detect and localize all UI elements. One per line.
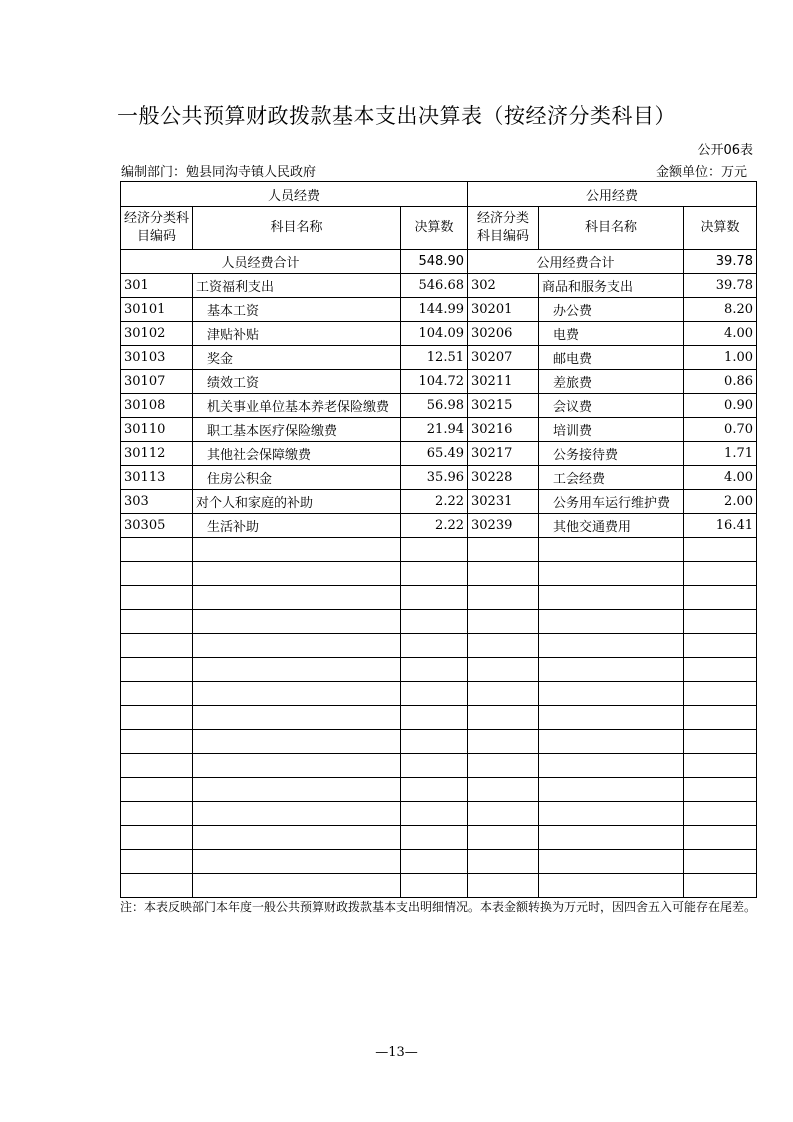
personnel-total-amount: 548.90 — [401, 250, 468, 274]
empty-cell — [193, 754, 401, 778]
personnel-name-cell: 对个人和家庭的补助 — [193, 490, 401, 514]
public-amount-cell: 39.78 — [684, 274, 757, 298]
personnel-amount-cell: 144.99 — [401, 298, 468, 322]
empty-cell — [539, 802, 684, 826]
table-row — [121, 490, 757, 514]
personnel-amount-cell: 56.98 — [401, 394, 468, 418]
empty-cell — [193, 586, 401, 610]
public-amount-cell: 0.70 — [684, 418, 757, 442]
table-row — [121, 274, 757, 298]
empty-cell — [468, 802, 539, 826]
personnel-name-cell: 机关事业单位基本养老保险缴费 — [193, 394, 401, 418]
public-code-cell: 30216 — [468, 418, 539, 442]
public-amount-cell: 4.00 — [684, 466, 757, 490]
empty-cell — [684, 730, 757, 754]
empty-cell — [684, 658, 757, 682]
personnel-header: 人员经费 — [121, 182, 468, 207]
public-code-cell: 30215 — [468, 394, 539, 418]
personnel-amount-cell: 2.22 — [401, 490, 468, 514]
empty-cell — [193, 706, 401, 730]
page-number: —13— — [375, 1045, 418, 1060]
personnel-amount-cell: 104.72 — [401, 370, 468, 394]
public-amount-cell: 0.90 — [684, 394, 757, 418]
public-amount-cell: 2.00 — [684, 490, 757, 514]
empty-cell — [401, 610, 468, 634]
empty-cell — [193, 730, 401, 754]
empty-cell — [539, 730, 684, 754]
public-name-cell: 会议费 — [539, 394, 684, 418]
empty-row — [121, 538, 757, 562]
public-code-cell: 30217 — [468, 442, 539, 466]
public-name-cell: 邮电费 — [539, 346, 684, 370]
empty-cell — [684, 706, 757, 730]
personnel-name-cell: 津贴补贴 — [193, 322, 401, 346]
empty-cell — [539, 850, 684, 874]
empty-row — [121, 562, 757, 586]
amount-unit: 金额单位：万元 — [655, 165, 747, 180]
empty-cell — [539, 586, 684, 610]
public-name-cell: 其他交通费用 — [539, 514, 684, 538]
empty-cell — [193, 538, 401, 562]
table-row — [121, 466, 757, 490]
public-name-cell: 公务用车运行维护费 — [539, 490, 684, 514]
compiler-department: 编制部门：勉县同沟寺镇人民政府 — [121, 165, 317, 180]
empty-cell — [193, 778, 401, 802]
empty-cell — [401, 634, 468, 658]
personnel-code-cell: 30113 — [121, 466, 193, 490]
personnel-code-cell: 30305 — [121, 514, 193, 538]
empty-cell — [401, 874, 468, 898]
empty-row — [121, 586, 757, 610]
table-row — [121, 346, 757, 370]
public-code-cell: 30211 — [468, 370, 539, 394]
code-header: 经济分类科目编码 — [468, 207, 539, 250]
empty-cell — [193, 610, 401, 634]
empty-cell — [539, 754, 684, 778]
empty-cell — [121, 562, 193, 586]
personnel-name-cell: 住房公积金 — [193, 466, 401, 490]
empty-cell — [193, 874, 401, 898]
public-header: 公用经费 — [468, 182, 757, 207]
public-amount-cell: 1.00 — [684, 346, 757, 370]
personnel-amount-cell: 12.51 — [401, 346, 468, 370]
public-code-cell: 30231 — [468, 490, 539, 514]
empty-cell — [468, 682, 539, 706]
empty-cell — [401, 730, 468, 754]
public-name-cell: 电费 — [539, 322, 684, 346]
empty-cell — [193, 658, 401, 682]
public-name-cell: 工会经费 — [539, 466, 684, 490]
total-row — [121, 250, 757, 274]
empty-cell — [121, 826, 193, 850]
personnel-code-cell: 30102 — [121, 322, 193, 346]
empty-cell — [121, 802, 193, 826]
empty-cell — [121, 634, 193, 658]
public-amount-cell: 16.41 — [684, 514, 757, 538]
public-code-cell: 302 — [468, 274, 539, 298]
empty-cell — [539, 874, 684, 898]
empty-cell — [468, 610, 539, 634]
empty-cell — [121, 706, 193, 730]
empty-cell — [684, 586, 757, 610]
empty-cell — [121, 754, 193, 778]
name-header: 科目名称 — [193, 207, 401, 250]
empty-cell — [401, 826, 468, 850]
personnel-name-cell: 生活补助 — [193, 514, 401, 538]
empty-cell — [684, 634, 757, 658]
personnel-code-cell: 301 — [121, 274, 193, 298]
header-row-group — [121, 182, 757, 207]
empty-cell — [401, 802, 468, 826]
empty-cell — [193, 682, 401, 706]
empty-cell — [468, 778, 539, 802]
public-amount-cell: 1.71 — [684, 442, 757, 466]
table-row — [121, 418, 757, 442]
empty-cell — [121, 610, 193, 634]
public-amount-cell: 8.20 — [684, 298, 757, 322]
empty-cell — [121, 538, 193, 562]
empty-cell — [193, 826, 401, 850]
amount-header: 决算数 — [684, 207, 757, 250]
code-header: 经济分类科目编码 — [121, 207, 193, 250]
empty-row — [121, 778, 757, 802]
empty-cell — [401, 778, 468, 802]
table-row — [121, 514, 757, 538]
table-row — [121, 394, 757, 418]
personnel-amount-cell: 546.68 — [401, 274, 468, 298]
personnel-code-cell: 30108 — [121, 394, 193, 418]
empty-cell — [193, 850, 401, 874]
empty-cell — [684, 682, 757, 706]
empty-cell — [121, 874, 193, 898]
table-row — [121, 442, 757, 466]
personnel-name-cell: 奖金 — [193, 346, 401, 370]
empty-cell — [539, 706, 684, 730]
empty-cell — [121, 778, 193, 802]
empty-cell — [401, 850, 468, 874]
empty-row — [121, 874, 757, 898]
empty-cell — [539, 538, 684, 562]
public-name-cell: 办公费 — [539, 298, 684, 322]
empty-cell — [121, 682, 193, 706]
empty-cell — [401, 586, 468, 610]
empty-cell — [401, 658, 468, 682]
empty-cell — [684, 802, 757, 826]
form-number: 公开06表 — [697, 143, 753, 158]
personnel-code-cell: 30103 — [121, 346, 193, 370]
empty-cell — [401, 538, 468, 562]
personnel-name-cell: 基本工资 — [193, 298, 401, 322]
empty-cell — [684, 562, 757, 586]
public-code-cell: 30206 — [468, 322, 539, 346]
personnel-total-label: 人员经费合计 — [121, 250, 401, 274]
empty-cell — [468, 730, 539, 754]
empty-cell — [401, 706, 468, 730]
empty-cell — [468, 538, 539, 562]
personnel-amount-cell: 65.49 — [401, 442, 468, 466]
empty-cell — [539, 658, 684, 682]
personnel-code-cell: 303 — [121, 490, 193, 514]
personnel-amount-cell: 21.94 — [401, 418, 468, 442]
empty-cell — [468, 586, 539, 610]
public-total-amount: 39.78 — [684, 250, 757, 274]
empty-cell — [401, 682, 468, 706]
empty-row — [121, 634, 757, 658]
table-row — [121, 322, 757, 346]
empty-row — [121, 754, 757, 778]
personnel-name-cell: 工资福利支出 — [193, 274, 401, 298]
empty-row — [121, 850, 757, 874]
empty-cell — [468, 874, 539, 898]
public-amount-cell: 0.86 — [684, 370, 757, 394]
empty-cell — [121, 730, 193, 754]
footnote: 注：本表反映部门本年度一般公共预算财政拨款基本支出明细情况。本表金额转换为万元时，因四舍五入可能存在尾差。 — [120, 900, 757, 914]
public-code-cell: 30228 — [468, 466, 539, 490]
empty-cell — [684, 874, 757, 898]
public-code-cell: 30239 — [468, 514, 539, 538]
empty-cell — [193, 802, 401, 826]
empty-cell — [121, 850, 193, 874]
empty-cell — [684, 538, 757, 562]
empty-cell — [539, 682, 684, 706]
empty-row — [121, 682, 757, 706]
empty-cell — [684, 754, 757, 778]
personnel-code-cell: 30107 — [121, 370, 193, 394]
empty-row — [121, 658, 757, 682]
personnel-amount-cell: 104.09 — [401, 322, 468, 346]
empty-row — [121, 610, 757, 634]
personnel-name-cell: 绩效工资 — [193, 370, 401, 394]
personnel-code-cell: 30110 — [121, 418, 193, 442]
empty-cell — [193, 562, 401, 586]
public-name-cell: 差旅费 — [539, 370, 684, 394]
empty-row — [121, 826, 757, 850]
header-row-columns — [121, 207, 757, 250]
empty-cell — [121, 658, 193, 682]
empty-cell — [684, 826, 757, 850]
empty-cell — [401, 754, 468, 778]
personnel-code-cell: 30101 — [121, 298, 193, 322]
empty-cell — [684, 610, 757, 634]
empty-cell — [468, 658, 539, 682]
empty-row — [121, 706, 757, 730]
name-header: 科目名称 — [539, 207, 684, 250]
personnel-amount-cell: 35.96 — [401, 466, 468, 490]
public-amount-cell: 4.00 — [684, 322, 757, 346]
empty-cell — [539, 562, 684, 586]
personnel-amount-cell: 2.22 — [401, 514, 468, 538]
empty-row — [121, 730, 757, 754]
empty-cell — [121, 586, 193, 610]
empty-cell — [539, 778, 684, 802]
personnel-name-cell: 职工基本医疗保险缴费 — [193, 418, 401, 442]
empty-row — [121, 802, 757, 826]
empty-cell — [468, 562, 539, 586]
personnel-name-cell: 其他社会保障缴费 — [193, 442, 401, 466]
empty-cell — [468, 754, 539, 778]
empty-cell — [684, 850, 757, 874]
empty-cell — [401, 562, 468, 586]
expenditure-table — [120, 181, 757, 898]
empty-cell — [468, 850, 539, 874]
public-total-label: 公用经费合计 — [468, 250, 684, 274]
page-title: 一般公共预算财政拨款基本支出决算表（按经济分类科目） — [117, 104, 676, 128]
public-name-cell: 商品和服务支出 — [539, 274, 684, 298]
public-code-cell: 30201 — [468, 298, 539, 322]
empty-cell — [684, 778, 757, 802]
empty-cell — [468, 634, 539, 658]
empty-cell — [193, 634, 401, 658]
empty-cell — [539, 826, 684, 850]
empty-cell — [468, 826, 539, 850]
public-name-cell: 公务接待费 — [539, 442, 684, 466]
personnel-code-cell: 30112 — [121, 442, 193, 466]
public-name-cell: 培训费 — [539, 418, 684, 442]
public-code-cell: 30207 — [468, 346, 539, 370]
amount-header: 决算数 — [401, 207, 468, 250]
table-row — [121, 370, 757, 394]
empty-cell — [539, 610, 684, 634]
table-row — [121, 298, 757, 322]
empty-cell — [468, 706, 539, 730]
empty-cell — [539, 634, 684, 658]
